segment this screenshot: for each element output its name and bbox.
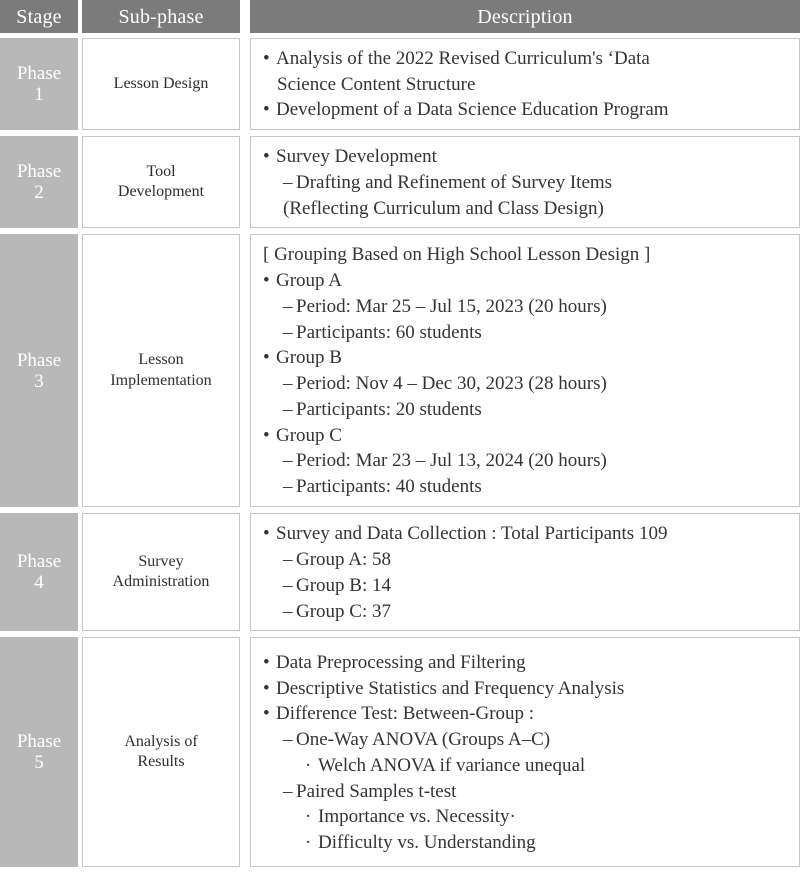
stage-label: Phase	[16, 731, 62, 753]
bullet-marker-icon: •	[263, 347, 270, 369]
table-row	[0, 513, 800, 631]
description-line-text: Participants: 20 students	[296, 398, 482, 420]
description-line	[261, 474, 791, 500]
description-cell	[250, 136, 800, 228]
description-line	[261, 294, 791, 320]
description-line	[261, 397, 791, 423]
description-line	[261, 753, 791, 779]
sub-phase-cell	[82, 513, 240, 631]
stage-label: Phase	[16, 62, 62, 84]
column-header-sub-phase: Sub-phase	[82, 0, 240, 33]
column-header-stage: Stage	[0, 0, 78, 33]
description-line	[261, 72, 791, 98]
bullet-marker-icon: –	[283, 295, 293, 317]
description-cell	[250, 38, 800, 130]
description-line-text: Period: Mar 25 – Jul 15, 2023 (20 hours)	[296, 295, 607, 317]
description-line	[261, 242, 791, 268]
description-line-text: Period: Mar 23 – Jul 13, 2024 (20 hours)	[296, 450, 607, 472]
bullet-marker-icon: –	[283, 450, 293, 472]
description-line	[261, 371, 791, 397]
bullet-marker-icon: –	[283, 373, 293, 395]
bullet-marker-icon: •	[263, 99, 270, 121]
bullet-marker-icon: •	[263, 703, 270, 725]
description-line	[261, 423, 791, 449]
stage-cell-phase-5	[0, 637, 78, 867]
description-line-text: Period: Nov 4 – Dec 30, 2023 (28 hours)	[296, 373, 607, 395]
description-line	[261, 547, 791, 573]
description-line	[261, 676, 791, 702]
table-row	[0, 234, 800, 507]
description-line-text: Participants: 60 students	[296, 321, 482, 343]
description-line-text: Group C	[276, 424, 342, 446]
description-line	[261, 196, 791, 222]
bullet-marker-icon: •	[263, 523, 270, 545]
description-line	[261, 573, 791, 599]
bullet-marker-icon: •	[263, 270, 270, 292]
stage-label: Phase	[16, 551, 62, 573]
description-line-text: Difficulty vs. Understanding	[318, 832, 536, 854]
description-line-text: One-Way ANOVA (Groups A–C)	[296, 729, 551, 751]
description-line-text: Data Preprocessing and Filtering	[276, 651, 526, 673]
description-line	[261, 320, 791, 346]
bullet-marker-icon: –	[283, 574, 293, 596]
description-line	[261, 448, 791, 474]
description-line	[261, 521, 791, 547]
stage-cell-phase-4	[0, 513, 78, 631]
description-line	[261, 599, 791, 625]
bullet-marker-icon: –	[283, 398, 293, 420]
sub-phase-line: Implementation	[110, 371, 212, 389]
description-line	[261, 144, 791, 170]
sub-phase-line: Survey	[138, 552, 184, 570]
bullet-marker-icon: ·	[305, 754, 312, 776]
sub-phase-line: Development	[117, 183, 205, 201]
bullet-marker-icon: –	[283, 780, 293, 802]
description-line	[261, 650, 791, 676]
stage-label: Phase	[16, 349, 62, 371]
stage-number: 1	[34, 84, 44, 106]
sub-phase-cell	[82, 38, 240, 130]
bullet-marker-icon: •	[263, 651, 270, 673]
bullet-marker-icon: –	[283, 171, 293, 193]
description-line-text: Group A: 58	[296, 549, 391, 571]
sub-phase-cell	[82, 234, 240, 507]
bullet-marker-icon: ·	[305, 806, 312, 828]
sub-phase-line: Lesson	[138, 351, 184, 369]
stage-label: Phase	[16, 161, 62, 183]
stage-cell-phase-2	[0, 136, 78, 228]
bullet-marker-icon: •	[263, 48, 270, 69]
description-line-text: Importance vs. Necessity·	[318, 806, 516, 828]
description-cell	[250, 513, 800, 631]
stage-number: 4	[34, 572, 44, 594]
sub-phase-cell	[82, 136, 240, 228]
description-line-text: Group B: 14	[296, 574, 391, 596]
description-cell	[250, 234, 800, 507]
bullet-marker-icon: –	[283, 549, 293, 571]
stage-number: 3	[34, 370, 44, 392]
bullet-marker-icon: –	[283, 321, 293, 343]
sub-phase-line: Tool	[146, 162, 176, 180]
description-line-text: Survey Development	[276, 146, 437, 168]
bullet-marker-icon: •	[263, 146, 270, 168]
stage-number: 2	[34, 182, 44, 204]
description-line-text: Science Content Structure	[277, 73, 476, 95]
table-row	[0, 136, 800, 228]
sub-phase-line: Analysis of	[124, 732, 198, 750]
bullet-marker-icon: –	[283, 729, 293, 751]
sub-phase-line: Administration	[112, 573, 210, 591]
description-line-text: Descriptive Statistics and Frequency Analysis	[276, 677, 625, 699]
table-header-row	[0, 0, 800, 33]
bullet-marker-icon: –	[283, 600, 293, 622]
description-line-text: Group C: 37	[296, 600, 391, 622]
description-line-text: Survey and Data Collection : Total Participants 109	[276, 523, 668, 545]
sub-phase-cell	[82, 637, 240, 867]
sub-phase-line: Results	[137, 753, 185, 771]
bullet-marker-icon: •	[263, 677, 270, 699]
table-row	[0, 38, 800, 130]
column-header-description: Description	[250, 0, 800, 33]
description-line	[261, 345, 791, 371]
description-line-text: Paired Samples t-test	[296, 780, 457, 802]
stage-cell-phase-3	[0, 234, 78, 507]
description-line-text: Analysis of the 2022 Revised Curriculum's ‘Data	[276, 48, 650, 69]
description-line-text: Difference Test: Between-Group :	[276, 703, 535, 725]
table-body	[0, 38, 800, 873]
description-line	[261, 804, 791, 830]
description-line	[261, 701, 791, 727]
description-cell	[250, 637, 800, 867]
sub-phase-line: Lesson Design	[113, 74, 209, 92]
bullet-marker-icon: ·	[305, 832, 312, 854]
description-line-text: [ Grouping Based on High School Lesson Design ]	[263, 244, 651, 266]
description-line	[261, 268, 791, 294]
description-line-text: Development of a Data Science Education Program	[276, 99, 669, 121]
description-line-text: (Reflecting Curriculum and Class Design)	[283, 197, 604, 219]
description-line-text: Group A	[276, 270, 342, 292]
description-line	[261, 46, 791, 72]
description-line	[261, 779, 791, 805]
description-line-text: Participants: 40 students	[296, 476, 482, 498]
bullet-marker-icon: •	[263, 424, 270, 446]
description-line-text: Welch ANOVA if variance unequal	[318, 754, 586, 776]
stage-cell-phase-1	[0, 38, 78, 130]
description-line	[261, 727, 791, 753]
table-row	[0, 637, 800, 867]
description-line	[261, 830, 791, 856]
description-line	[261, 170, 791, 196]
description-line-text: Group B	[276, 347, 342, 369]
description-line	[261, 97, 791, 123]
description-line-text: Drafting and Refinement of Survey Items	[296, 171, 613, 193]
stage-number: 5	[34, 752, 44, 774]
bullet-marker-icon: –	[283, 476, 293, 498]
